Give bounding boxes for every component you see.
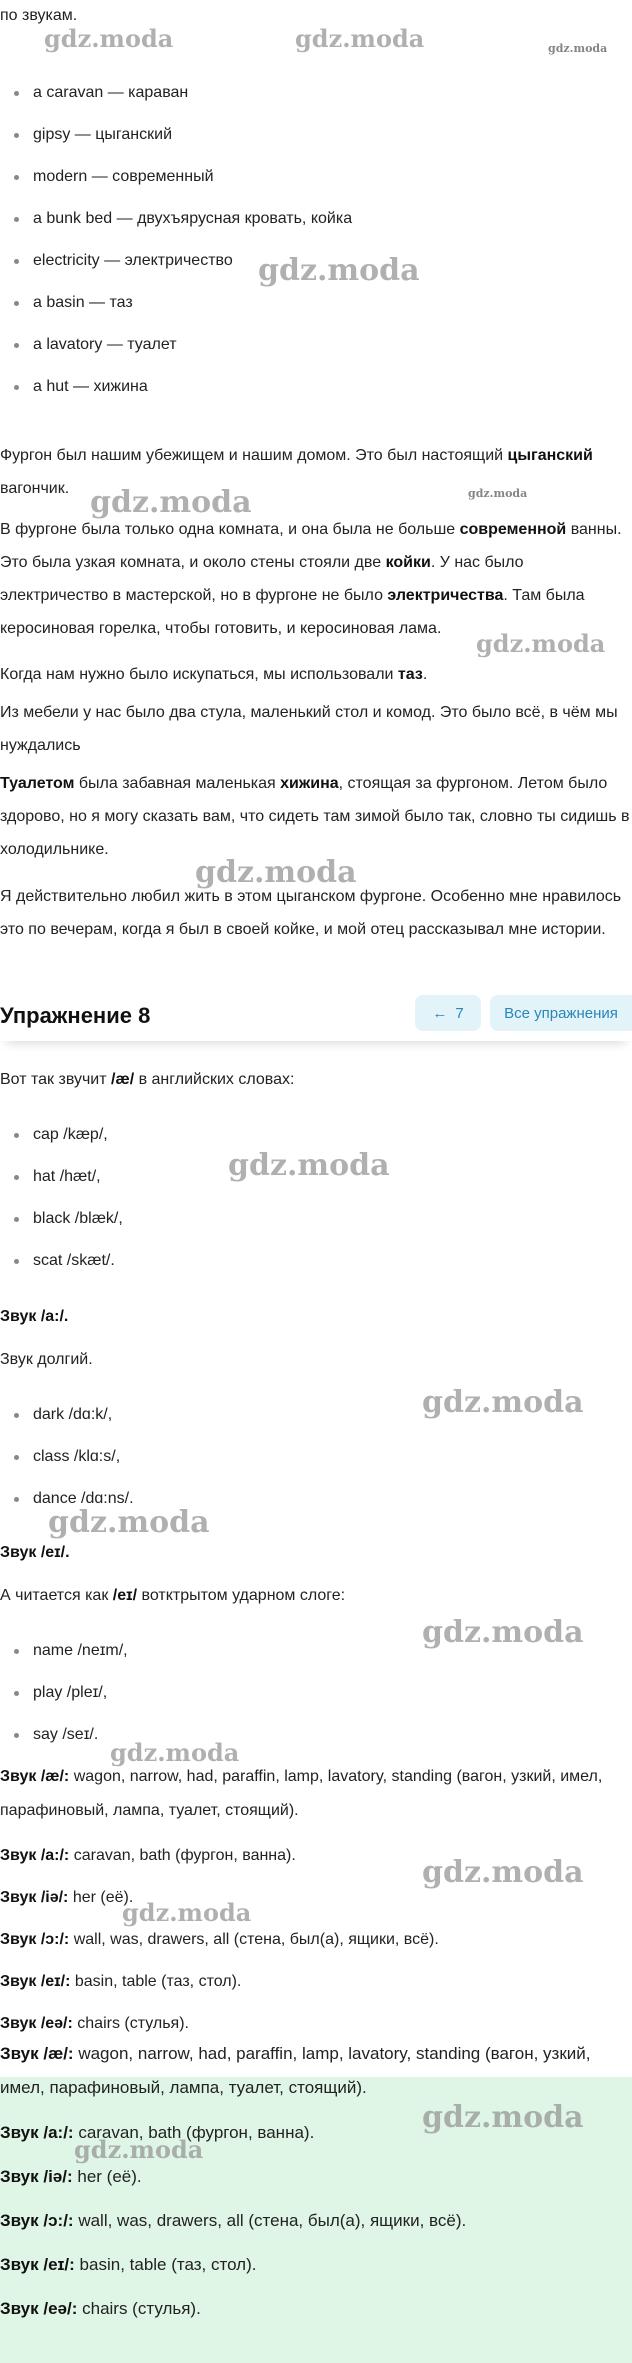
list-item: a bunk bed — двухъярусная кровать, койка — [33, 210, 353, 227]
answer-text: her (её). — [68, 1889, 134, 1906]
answer-line-highlighted — [0, 2209, 630, 2233]
bullet — [14, 1733, 19, 1738]
answer-line — [0, 1970, 630, 1994]
answer-line-highlighted — [0, 2165, 630, 2189]
watermark: gdz.moda — [228, 1148, 390, 1183]
highlighted-word: койки — [385, 554, 431, 571]
answer-label: Звук /eə/: — [0, 2015, 73, 2032]
list-item: gipsy — цыганский — [33, 126, 172, 143]
bullet — [14, 301, 19, 306]
all-exercises-button[interactable]: Все упражнения — [490, 995, 632, 1031]
answer-text: caravan, bath (фургон, ванна). — [69, 1847, 296, 1864]
watermark: gdz.moda — [468, 487, 528, 500]
answer-label: Звук /eə/: — [0, 2299, 78, 2318]
highlighted-word: хижина — [280, 775, 339, 792]
translation-paragraph-4: Из мебели у нас было два стула, маленький стол и комод. Это было всё, в чём мы нуждались — [0, 704, 618, 754]
answer-line — [0, 1760, 630, 1828]
answer-line — [0, 1886, 630, 1910]
bullet — [14, 1217, 19, 1222]
bullet — [14, 1649, 19, 1654]
list-item: a hut — хижина — [33, 378, 148, 395]
translation-paragraph-6: Я действительно любил жить в этом цыганском фургоне. Особенно мне нравилось это по вечерам, когда я был в своей койке, и мой отец рассказывал мне истории. — [0, 888, 622, 938]
watermark: gdz.moda — [110, 1738, 240, 1767]
watermark: gdz.moda — [258, 253, 420, 288]
answer-text: wagon, narrow, had, paraffin, lamp, lavatory, standing (вагон, узкий, имел, парафиновый, лампа, туалет, стоящий). — [0, 2044, 591, 2097]
sound-ei-title — [0, 1541, 630, 1565]
answer-line-highlighted — [0, 2121, 630, 2145]
list-item: cap /kæp/, — [33, 1126, 108, 1143]
translation-paragraph-5 — [0, 767, 630, 866]
bullet — [14, 175, 19, 180]
answer-text: wall, was, drawers, all (стена, был(а), ящики, всё). — [73, 2211, 467, 2230]
sound-a-title — [0, 1305, 630, 1329]
bullet — [14, 217, 19, 222]
watermark: gdz.moda — [422, 1385, 584, 1420]
list-item: a caravan — караван — [33, 84, 189, 101]
answer-line — [0, 1928, 630, 1952]
phoneme-title: Звук /a:/. — [0, 1308, 69, 1325]
text: была забавная маленькая — [74, 775, 281, 792]
answer-line — [0, 2012, 630, 2036]
watermark: gdz.moda — [476, 629, 606, 658]
answer-label: Звук /eɪ/: — [0, 2255, 75, 2274]
translation-paragraph-3 — [0, 658, 630, 691]
intro-text: по звукам. — [0, 7, 78, 24]
list-item: say /seɪ/. — [33, 1726, 99, 1743]
watermark: gdz.moda — [90, 485, 252, 520]
answer-label: Звук /eɪ/: — [0, 1973, 71, 1990]
list-item: dance /dɑ:ns/. — [33, 1490, 134, 1507]
sounds-intro — [0, 1068, 630, 1092]
highlighted-word: современной — [459, 521, 567, 538]
answer-text: wagon, narrow, had, paraffin, lamp, lavatory, standing (вагон, узкий, имел, парафиновый, лампа, туалет, стоящий). — [0, 1768, 603, 1819]
list-item: name /neɪm/, — [33, 1642, 128, 1659]
watermark: gdz.moda — [295, 24, 425, 53]
answer-text: caravan, bath (фургон, ванна). — [73, 2123, 315, 2142]
watermark: gdz.moda — [422, 1855, 584, 1890]
text: в английских словах: — [134, 1071, 295, 1088]
bullet — [14, 1259, 19, 1264]
answer-label: Звук /æ/: — [0, 2044, 74, 2063]
answer-text: wall, was, drawers, all (стена, был(а), ящики, всё). — [69, 1931, 439, 1948]
watermark: gdz.moda — [44, 24, 174, 53]
text: Фургон был нашим убежищем и нашим домом. Это был настоящий — [0, 447, 508, 464]
exercise-title: Упражнение 8 — [0, 1003, 151, 1028]
watermark: gdz.moda — [48, 1505, 210, 1540]
text: вагончик. — [0, 480, 70, 497]
answer-label: Звук /iə/: — [0, 1889, 69, 1906]
answer-label: Звук /a:/: — [0, 2123, 74, 2142]
list-item: scat /skæt/. — [33, 1252, 115, 1269]
list-item: electricity — электричество — [33, 252, 233, 269]
watermark: gdz.moda — [548, 42, 608, 55]
bullet — [14, 1175, 19, 1180]
bullet — [14, 343, 19, 348]
bullet — [14, 91, 19, 96]
bullet — [14, 1691, 19, 1696]
highlighted-word: таз — [397, 666, 423, 683]
prev-exercise-label: 7 — [455, 1004, 464, 1022]
watermark: gdz.moda — [122, 1898, 252, 1927]
sound-a-note: Звук долгий. — [0, 1351, 93, 1368]
text: . — [422, 666, 428, 683]
prev-exercise-button[interactable] — [415, 995, 481, 1031]
text: А читается как — [0, 1587, 113, 1604]
translation-paragraph-2 — [0, 513, 630, 645]
answer-text: her (её). — [72, 2167, 142, 2186]
watermark: gdz.moda — [74, 2135, 204, 2164]
bullet — [14, 1133, 19, 1138]
watermark: gdz.moda — [422, 2100, 584, 2135]
list-item: dark /dɑ:k/, — [33, 1406, 113, 1423]
text: вотктрытом ударном слоге: — [137, 1587, 346, 1604]
answer-line — [0, 1844, 630, 1868]
highlighted-word: цыганский — [507, 447, 593, 464]
watermark: gdz.moda — [195, 855, 357, 890]
answer-line-highlighted — [0, 2253, 630, 2277]
highlighted-word: электричества — [387, 587, 504, 604]
phoneme-title: Звук /eɪ/. — [0, 1544, 70, 1561]
list-item: hat /hæt/, — [33, 1168, 101, 1185]
list-item: play /pleɪ/, — [33, 1684, 108, 1701]
list-item: modern — современный — [33, 168, 214, 185]
bullet — [14, 1497, 19, 1502]
list-item: black /blæk/, — [33, 1210, 123, 1227]
phoneme: /eɪ/ — [112, 1587, 138, 1604]
text: , стоящая за фургоном. Летом было здорово, но я могу сказать вам, что сидеть там зимой было так, словно ты сидишь в холодильнике. — [0, 775, 630, 858]
answer-label: Звук /iə/: — [0, 2167, 73, 2186]
bullet — [14, 385, 19, 390]
answer-label: Звук /æ/: — [0, 1768, 70, 1785]
text: В фургоне была только одна комната, и она была не больше — [0, 521, 460, 538]
answer-text: chairs (стулья). — [72, 2015, 189, 2032]
watermark: gdz.moda — [422, 1615, 584, 1650]
answer-label: Звук /ɔ:/: — [0, 2211, 74, 2230]
answer-text: chairs (стулья). — [77, 2299, 201, 2318]
sound-ei-note — [0, 1584, 630, 1608]
bullet — [14, 133, 19, 138]
text: . У нас было электричество в мастерской, но в фургоне не было — [0, 554, 524, 604]
answer-line-highlighted — [0, 2037, 630, 2105]
list-item: a lavatory — туалет — [33, 336, 177, 353]
text: Когда нам нужно было искупаться, мы использовали — [0, 666, 398, 683]
answer-text: basin, table (таз, стол). — [74, 2255, 257, 2274]
list-item: a basin — таз — [33, 294, 133, 311]
text: ванны. Это была узкая комната, и около стены стояли две — [0, 521, 622, 571]
text: Вот так звучит — [0, 1071, 112, 1088]
arrow-left-icon: ← — [432, 1004, 448, 1022]
text: . Там была керосиновая горелка, чтобы готовить, и керосиновая лама. — [0, 587, 585, 637]
phoneme: /æ/ — [111, 1071, 135, 1088]
answer-line-highlighted — [0, 2297, 630, 2321]
highlighted-word: Туалетом — [0, 775, 75, 792]
answer-text: basin, table (таз, стол). — [70, 1973, 242, 1990]
translation-paragraph-1 — [0, 439, 630, 505]
list-item: class /klɑ:s/, — [33, 1448, 121, 1465]
bullet — [14, 259, 19, 264]
answer-label: Звук /a:/: — [0, 1847, 70, 1864]
bullet — [14, 1413, 19, 1418]
answer-label: Звук /ɔ:/: — [0, 1931, 70, 1948]
bullet — [14, 1455, 19, 1460]
